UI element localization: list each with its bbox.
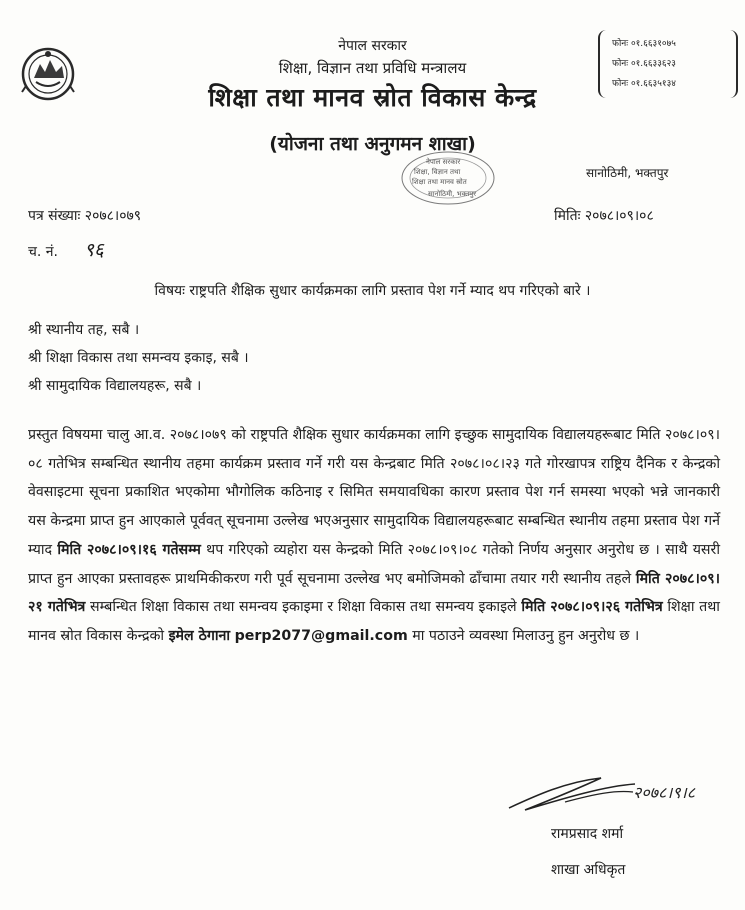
center-name: शिक्षा तथा मानव स्रोत विकास केन्द्र — [208, 83, 537, 112]
body-text-3: सम्बन्धित शिक्षा विकास तथा समन्वय इकाइमा र शिक्षा विकास तथा समन्वय इकाइले — [90, 599, 517, 616]
addressee-3: श्री सामुदायिक विद्यालयहरू, सबै । — [28, 378, 202, 394]
office-stamp — [398, 150, 498, 206]
body-text-5: मा पठाउने व्यवस्था मिलाउनु हुन अनुरोध छ । — [412, 627, 640, 644]
phone-2: फोनः ०१.६६३३६२३ — [612, 59, 676, 69]
signatory-title: शाखा अधिकृत — [551, 862, 626, 878]
stamp-line-2: शिक्षा, विज्ञान तथा — [414, 168, 461, 176]
letter-body — [28, 421, 720, 651]
office-location: सानोठिमी, भक्तपुर — [586, 166, 669, 180]
dispatch-label: च. नं. — [28, 244, 59, 260]
body-text-4: शिक्षा तथा मानव स्रोत विकास केन्द्रको — [28, 599, 720, 644]
government-name: नेपाल सरकार — [338, 38, 407, 54]
phone-1: फोनः ०१.६६३१०७५ — [612, 39, 676, 49]
stamp-line-3: शिक्षा तथा मानव स्रोत — [412, 178, 467, 186]
signatory-name: रामप्रसाद शर्मा — [551, 826, 624, 842]
dispatch-number: ९६ — [84, 239, 104, 261]
addressee-2: श्री शिक्षा विकास तथा समन्वय इकाइ, सबै । — [28, 350, 249, 366]
reference-number: पत्र संख्याः २०७८।०७९ — [28, 208, 142, 224]
ministry-name: शिक्षा, विज्ञान तथा प्रविधि मन्त्रालय — [278, 59, 467, 77]
phone-numbers — [598, 30, 738, 98]
deadline-units: मिति २०७८।०९।२६ गतेभित्र — [521, 599, 663, 616]
phone-3: फोनः ०१.६६३५१३४ — [612, 79, 676, 89]
body-text-2: थप गरिएको व्यहोरा यस केन्द्रको मिति २०७८।०९।०८ गतेको निर्णय अनुसार अनुरोध छ । साथै यसरी प्राप्त हुन आएका प्रस्तावहरू प्राथमिकीकरण गरी पूर्व सूचनामा उल्लेख भए बमोजिमको ढाँचामा तयार गरी स्थानीय तहले — [28, 541, 720, 587]
handwritten-signature — [505, 768, 725, 820]
section-name: (योजना तथा अनुगमन शाखा) — [269, 133, 476, 155]
signature-date: २०७८।९।८ — [633, 783, 696, 802]
addressee-1: श्री स्थानीय तह, सबै । — [28, 322, 140, 338]
deadline-local-level: मिति २०७८।०९।२१ गतेभित्र — [28, 570, 720, 616]
letter-date: मितिः २०७८।०९।०८ — [554, 208, 654, 224]
email-label: इमेल ठेगाना — [168, 627, 231, 644]
subject-line: विषयः राष्ट्रपति शैक्षिक सुधार कार्यक्रमका लागि प्रस्ताव पेश गर्ने म्याद थप गरिएको बारे । — [154, 283, 591, 299]
deadline-schools: मिति २०७८।०९।१६ गतेसम्म — [57, 541, 201, 558]
body-text-1: प्रस्तुत विषयमा चालु आ.व. २०७८।०७९ को राष्ट्रपति शैक्षिक सुधार कार्यक्रमका लागि इच्छुक सामुदायिक विद्यालयहरूबाट मिति २०७८।०९।०८ गतेभित्र सम्बन्धित स्थानीय तहमा कार्यक्रम प्रस्ताव गर्ने गरी यस केन्द्रबाट मिति २०७८।०८।२३ गते गोरखापत्र राष्ट्रिय दैनिक र केन्द्रको वेवसाइटमा सूचना प्रकाशित भएकोमा भौगोलिक कठिनाइ र सिमित समयावधिका कारण प्रस्ताव पेश गर्न समस्या भएको भन्ने जानकारी यस केन्द्रमा प्राप्त हुन आएकाले पूर्ववत् सूचनामा उल्लेख भएअनुसार सामुदायिक विद्यालयहरूबाट सम्बन्धित स्थानीय तहमा प्रस्ताव पेश गर्ने म्याद — [28, 427, 720, 558]
stamp-line-4: सानोठिमी, भक्तपुर — [428, 190, 477, 198]
stamp-line-1: नेपाल सरकार — [426, 158, 461, 166]
email-address: perp2077@gmail.com — [234, 627, 408, 644]
